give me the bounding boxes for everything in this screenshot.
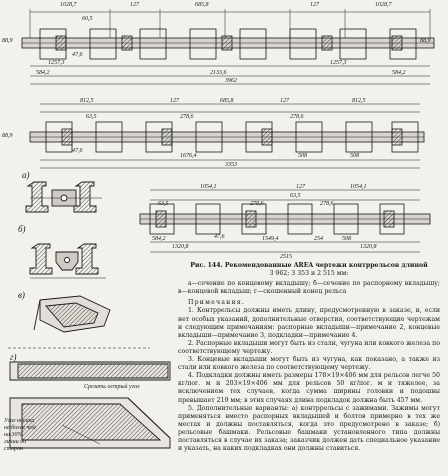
dim-v2-mid-1: 63,5 (86, 114, 97, 120)
dim-v2-mid-2: 278,6 (180, 114, 194, 120)
caption-items: а—сечение по концевому вкладышу; б—сечение по распорному вкладышу; в—концевой вкладыш; г—скошенный конец рельса (178, 280, 440, 296)
dim-v1-bottom-2: 47,6 (72, 52, 83, 58)
dim-v2-total: 3353 (225, 162, 237, 168)
dim-v3-mid-4: 278,6 (320, 201, 334, 207)
note-1: 1. Контррельсы должны иметь длину, предусмотренную в заказе, и, если нет особых указаний, дополнительные отверстия, соответствующие чертежам и следующим примечаниям: распорные вкладыши—примечание 2, концевые вкладыши—примечание 3, подкладки—примечание 4. (178, 307, 440, 339)
dim-v2-bottom-2: 1676,4 (180, 153, 197, 159)
dim-v1-top-5: 127 (310, 2, 319, 8)
dim-v2-top-3: 685,8 (220, 98, 234, 104)
dim-v3-mid-2: 63,5 (290, 193, 301, 199)
dim-v1-bottom-1: 1257,3 (48, 60, 65, 66)
dim-v3-small-2: 254 (314, 236, 323, 242)
dim-v1-height: 88,9 (2, 38, 13, 44)
dim-v1-bottom-4: 1257,3 (330, 60, 347, 66)
label-a: а) (22, 170, 30, 180)
note-nose-angle: Угол носика не более чем на 30% линии до сторон (4, 418, 36, 452)
note-4: 4. Подкладки должны иметь размеры 178×19×406 мм для рельсов легче 50 кг/пог. м и 203×19×406 мм для рельсов 50 кг/пог. м и тяжелее, за исключением тех случаев, когда сумма ширины головки и подошвы превышает 219 мм; в этих случаях длина подкладок должна быть 457 мм. (178, 372, 440, 404)
caption-subtitle: 3 962; 3 353 и 2 515 мм: (269, 270, 349, 278)
dim-v3-small-1: 584,2 (152, 236, 166, 242)
section-a (26, 182, 102, 212)
note-2: 2. Распорные вкладыши могут быть из стали, чугуна или ковкого железа по соответствующему чертежу. (178, 339, 440, 355)
dim-v3-total: 2515 (280, 254, 292, 260)
label-v: в) (18, 290, 25, 300)
dim-v1-small-2: 584,2 (392, 70, 406, 76)
dim-v3-top-2: 127 (296, 184, 305, 190)
dim-v3-bottom-4: 1320,8 (360, 244, 377, 250)
dim-v2-top-4: 127 (280, 98, 289, 104)
dim-v3-mid-1: 63,5 (158, 201, 169, 207)
dim-v2-top-1: 812,5 (80, 98, 94, 104)
dim-v3-small-3: 508 (342, 236, 351, 242)
dim-v1-small-1: 584,2 (36, 70, 50, 76)
dim-v2-top-5: 812,5 (352, 98, 366, 104)
note-5: 5. Дополнительные варианты: а) контррельсы с зажимами. Зажимы могут применяться вместо распорных вкладышей и болтов примерно в тех же местах и должны поставляться, когда это предусмотрено в заказе; б) рельсовые башмаки. Рельсовые башмаки установленного типа должны поставляться в случае их заказа; заказчик должен дать специальное указание и указать, на каких подкладках они должны ставиться. (178, 404, 440, 453)
note-cut-corner: Срезать острый угол (84, 384, 140, 390)
label-b: б) (18, 224, 26, 234)
dim-v2-mid-3: 278,6 (290, 114, 304, 120)
dim-v1-bottom-3: 2133,6 (210, 70, 227, 76)
dim-v1-top-6: 1028,7 (375, 2, 392, 8)
note-3: 3. Концевые вкладыши могут быть из чугуна, как показано, а также из стали или ковкого железа по соответствующему чертежу. (178, 356, 440, 372)
dim-v3-top-1: 1054,1 (200, 184, 217, 190)
dim-v1-top-1: 1028,7 (60, 2, 77, 8)
dim-v3-bottom-2: 47,6 (214, 234, 225, 240)
dim-v1-top-4: 685,8 (195, 2, 209, 8)
dim-v2-top-2: 127 (170, 98, 179, 104)
dim-v2-bottom-3: 508 (298, 153, 307, 159)
label-g: г) (10, 352, 17, 362)
dim-v1-top-2: 60,5 (82, 16, 93, 22)
dim-v2-bottom-1: 47,6 (72, 148, 83, 154)
notes-heading: Примечания. (188, 299, 246, 307)
view-2515 (140, 190, 430, 252)
dim-v3-top-3: 1054,1 (350, 184, 367, 190)
dim-v1-total: 3962 (225, 78, 237, 84)
dim-v1-height-right: 88,9 (420, 38, 431, 44)
dim-v3-bottom-3: 1549,4 (262, 236, 279, 242)
dim-v3-bottom-1: 1320,8 (172, 244, 189, 250)
dim-v1-top-3: 127 (130, 2, 139, 8)
end-block-v (34, 296, 110, 332)
section-b (30, 244, 106, 278)
dim-v2-bottom-4: 508 (350, 153, 359, 159)
caption-title: Рис. 144. Рекомендованные AREA чертежи контррельсов длиной (190, 262, 428, 269)
dim-v2-height: 88,9 (2, 133, 13, 139)
dim-v3-mid-3: 278,6 (250, 201, 264, 207)
figure-caption (178, 262, 440, 453)
